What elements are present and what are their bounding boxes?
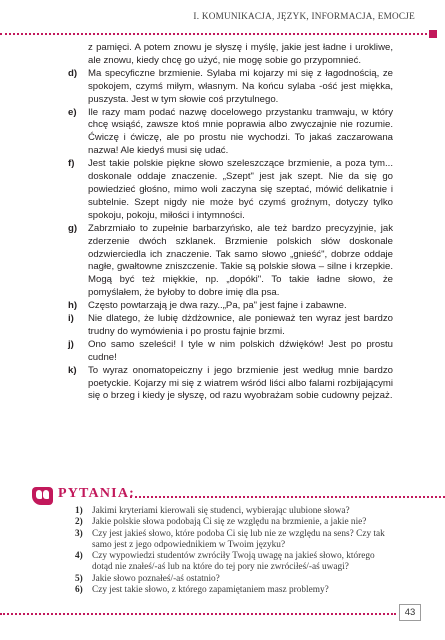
question-item <box>75 506 395 517</box>
list-item <box>68 339 393 365</box>
questions-title: PYTANIA: <box>58 486 136 501</box>
item-letter: d) <box>68 67 78 79</box>
item-letter: i) <box>68 313 74 325</box>
question-text: Jakimi kryteriami kierowali się studenci, wybierając ulubione słowa? <box>92 506 350 516</box>
item-letter: k) <box>68 364 77 376</box>
question-number: 4) <box>75 551 83 562</box>
question-item <box>75 529 395 552</box>
questions-dotted-rule <box>130 496 445 498</box>
item-letter: g) <box>68 222 78 234</box>
questions-header <box>32 488 445 506</box>
question-number: 1) <box>75 506 83 516</box>
question-number: 2) <box>75 517 83 528</box>
list-item <box>68 313 393 339</box>
question-text: Jakie słowo poznałeś/-aś ostatnio? <box>92 573 220 584</box>
list-item <box>68 300 393 313</box>
bottom-dotted-rule <box>0 613 396 615</box>
running-head: I. KOMUNIKACJA, JĘZYK, INFORMACJA, EMOCJE <box>193 11 415 21</box>
item-text: Ile razy mam podać nazwę docelowego przystanku tramwaju, w który chcę wsiąść, zawsze ktoś mnie poprawia albo zwyczajnie nie rozumie. Ćwiczę i ćwiczę, ale po prostu nie wychodzi. To jakaś zaczarowana nazwa! Ale kiedyś musi się udać. <box>88 106 393 157</box>
question-number: 6) <box>75 585 83 596</box>
top-rule-square-marker <box>429 30 437 38</box>
answers-list <box>68 42 393 403</box>
item-text: z pamięci. A potem znowu je słyszę i myślę, jakie jest ładne i urokliwe, ale znowu, kiedy chcę go użyć, nie mogę sobie go przypomnieć. <box>88 42 393 66</box>
item-text: Ma specyficzne brzmienie. Sylaba mi kojarzy mi się z łagodnością, ze spokojem, czymś miłym, własnym. Na końcu sylaba -ość jest miękka, puszysta. Jest w tym słowie coś przytulnego. <box>88 67 393 105</box>
item-text: To wyraz onomatopeiczny i jego brzmienie jest według mnie bardzo poetyckie. Kojarzy mi się z wiatrem wśród liści albo falami rozbijającymi się o brzeg i kiedy je słyszę, od razu wyobrażam sobie cudowny pejzaż. <box>88 364 393 402</box>
item-text: Ono samo szeleści! I tyle w nim polskich dźwięków! Jest po prostu cudne! <box>88 338 393 363</box>
question-number: 3) <box>75 528 83 539</box>
question-item <box>75 574 395 585</box>
list-item <box>68 107 393 159</box>
item-text: Często powtarzają je dwa razy..„Pa, pa" jest fajne i zabawne. <box>88 300 347 312</box>
item-text: Nie dlatego, że lubię dżdżownice, ale ponieważ ten wyraz jest bardzo trudny do wymówienia i po prostu fajnie brzmi. <box>88 313 393 337</box>
question-item <box>75 585 395 596</box>
item-letter: h) <box>68 300 78 312</box>
speech-bubble-quote-icon <box>32 487 53 505</box>
item-text: Zabrzmiało to zupełnie barbarzyńsko, ale też bardzo precyzyjnie, jak zderzenie dwóch szklanek. Brzmienie polskich słów doskonale odzwierciedla ich znaczenie. Tak samo słowo „gnieść", dobrze oddaje nagłe, gwałtowne zniszczenie. Takie są polskie słowa – silne i krzepkie. Mogą być też miękkie, np. „dopóki". To takie ładne słowo, że pomyślałem, że byłoby to dobre imię dla psa. <box>88 222 393 299</box>
question-text: Czy wypowiedzi studentów zwróciły Twoją uwagę na jakieś słowo, którego dotąd nie znałeś/-aś lub na które do tej pory nie zwróciłeś/-aś uwagi? <box>92 551 375 573</box>
item-letter: f) <box>68 158 75 170</box>
question-text: Czy jest jakieś słowo, które podoba Ci się lub nie ze względu na sens? Czy tak samo jest z jego odpowiednikiem w Twoim języku? <box>92 528 385 550</box>
question-text: Jakie polskie słowa podobają Ci się ze względu na brzmienie, a jakie nie? <box>92 517 367 528</box>
question-number: 5) <box>75 573 83 584</box>
list-item <box>68 158 393 223</box>
question-item <box>75 551 395 574</box>
list-item <box>68 68 393 107</box>
questions-list <box>75 506 395 596</box>
item-letter: j) <box>68 338 74 350</box>
question-text: Czy jest takie słowo, z którego zapamiętaniem masz problemy? <box>92 585 329 596</box>
question-item <box>75 517 395 528</box>
top-dotted-rule <box>0 33 427 35</box>
list-item <box>68 365 393 404</box>
item-text: Jest takie polskie piękne słowo szeleszczące brzmienie, a poza tym... doskonale oddaje znaczenie. „Szept" jest jak szept. Nie da się go powiedzieć głośno, mimo woli zaczyna się szeptać, mówić delikatnie i subtelnie. Szept nigdy nie może być czymś groźnym, dotyczy tylko spokoju, pokoju, miłości i intymności. <box>88 158 393 221</box>
list-item <box>68 223 393 300</box>
list-item <box>68 42 393 68</box>
item-letter: e) <box>68 106 77 118</box>
page-number: 43 <box>399 604 421 621</box>
